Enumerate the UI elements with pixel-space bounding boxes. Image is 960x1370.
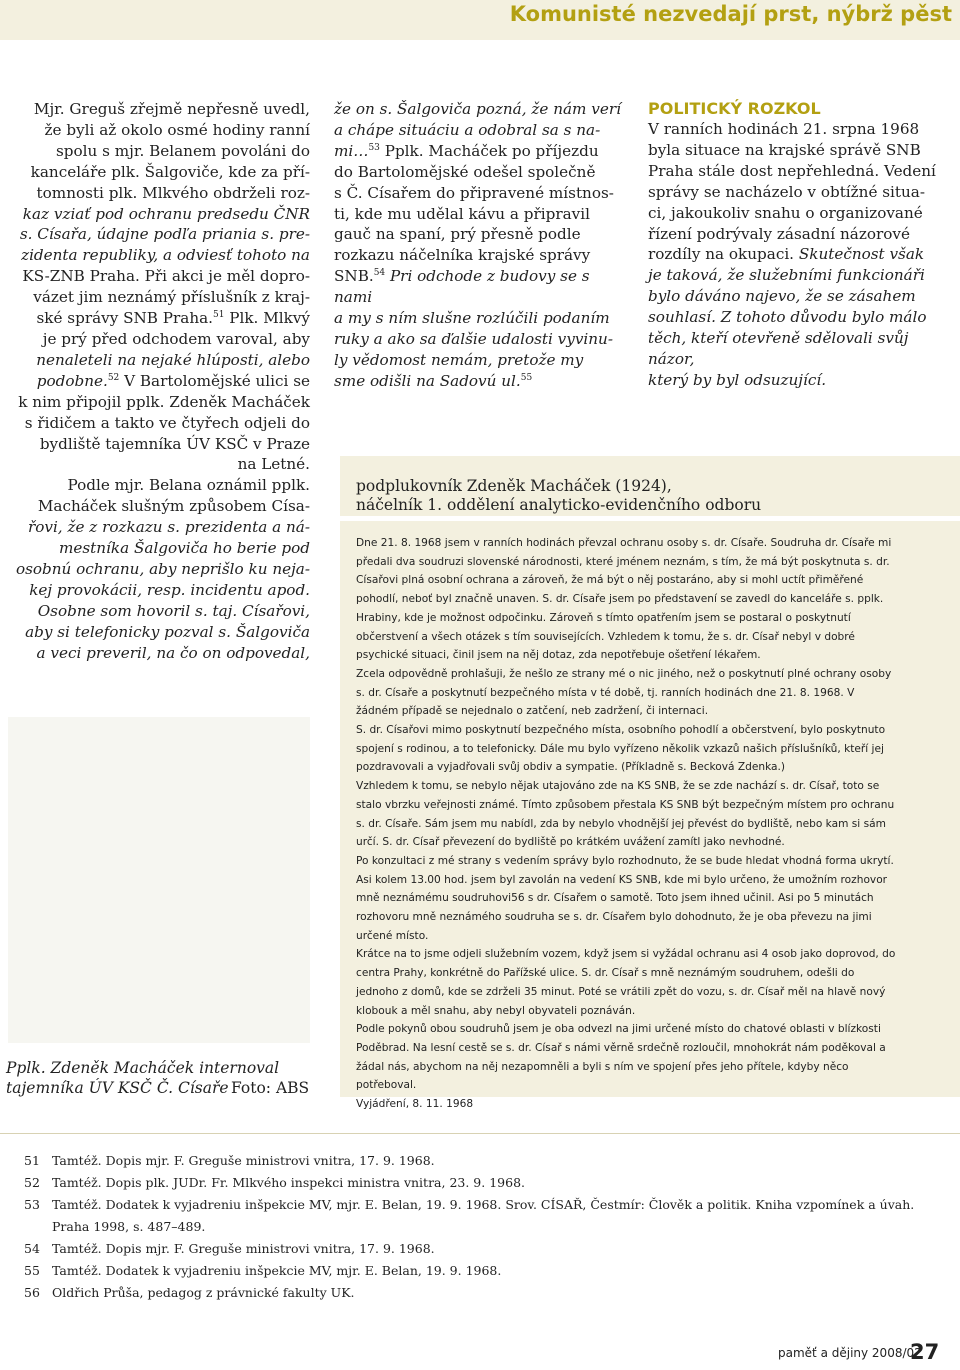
text-line: ly vědomost nemám, pretože my <box>334 350 584 369</box>
text-line: kanceláře plk. Šalgoviče, kde za pří- <box>30 162 310 181</box>
text-line: řovi, že z rozkazu s. prezidenta a ná- <box>27 518 310 537</box>
text-line: a my s ním slušne rozlúčili podaním <box>334 309 610 328</box>
footnote-divider <box>0 1133 960 1134</box>
document-paragraph: S. dr. Císařovi mimo poskytnutí bezpečného místa, osobního pohodlí a občerstvení, bylo poskytnuto spojení s rodinou, a to telefonicky. Dále mu bylo vyřízeno několik vzkazů našich příslušníků, kteří jej pozdravovali a vyjadřovali svůj obdiv a sympatie. (Příkladně s. Becková Zdenka.) <box>356 724 886 774</box>
text-line: SNB.$^{54}$ Pri odchode z budovy se s nami <box>334 267 590 307</box>
text-line: vázet jim neznámý příslušník z kraj- <box>33 288 310 307</box>
photo <box>8 717 310 1043</box>
text-line: bylo dáváno najevo, že se zásahem <box>648 287 916 306</box>
footnote-text: Oldřich Průša, pedagog z právnické fakulty UK. <box>52 1285 355 1300</box>
text-line: ské správy SNB Praha.$^{51}$ Plk. Mlkvý <box>36 309 310 328</box>
footnote-number: 51 <box>24 1153 40 1168</box>
footnote-number: 53 <box>24 1197 40 1212</box>
text-line: souhlasí. Z tohoto důvodu bylo málo <box>648 308 927 327</box>
document-paragraph: Zcela odpovědně prohlašuji, že nešlo ze strany mé o nic jiného, než o poskytnutí plné ochrany osoby s. dr. Císaře a poskytnutí bezpečného místa v té době, tj. ranních hodinách dne 21. 8. 1968. V žádném případě se nejednalo o zatčení, neb zadržení, či internaci. <box>356 667 892 718</box>
text-line: a veci preveril, na čo on odpovedal, <box>36 643 310 662</box>
document-paragraph: Krátce na to jsme odjeli služebním vozem, když jsem si vyžádal ochranu asi 4 osob jako doprovod, do centra Prahy, konkrétně do Pařížské ulice. S. dr. Císař s mně neznámým soudruhem, odešli do jednoho z domů, kde se zdrželi 35 minut. Poté se vrátili zpět do vozu, s. dr. Císař měl na hlavě nový klobouk a měl snahu, aby nebyl obyvateli poznáván. <box>356 948 896 1017</box>
page-header <box>0 0 960 40</box>
text-line: nenaleteli na nejaké hlúposti, alebo <box>36 350 310 369</box>
document-paragraph: Vyjádření, 8. 11. 1968 <box>356 1098 474 1111</box>
document-paragraph: Vzhledem k tomu, se nebylo nějak utajováno zde na KS SNB, že se zde nachází s. dr. Císař, toto se stalo vbrzku veřejnosti známé. Tímto způsobem přestala KS SNB být bezpečným místem pro ochranu s. dr. Císaře. Sám jsem mu nabídl, zda by nebylo vhodnější jej převést do bydliště, nebo kam si sám určí. S. dr. Císař převezení do bydliště po krátkém uvážení zamítl jako nevhodné. <box>356 780 895 849</box>
footnote <box>24 1260 944 1282</box>
text-line: Macháček slušným způsobem Císa- <box>37 497 310 516</box>
text-line: V ranních hodinách 21. srpna 1968 <box>648 120 920 138</box>
text-line: bydliště tajemníka ÚV KSČ v Praze <box>39 434 310 453</box>
footnote-ref: 51 <box>213 310 225 320</box>
document-paragraph: Po konzultaci z mé strany s vedením správy bylo rozhodnuto, že se bude hledat vhodná forma ukrytí. Asi kolem 13.00 hod. jsem byl zavolán na vedení KS SNB, kde mi bylo určeno, že umožním rozhovor mně neznámému soudruhovi56 s dr. Císařem o samotě. Toto jsem ihned učinil. Asi po 5 minutách rozhovoru mně neznámého soudruha se s. dr. Císařem bylo dohodnuto, že je oba převezu na jimi určené místo. <box>356 854 894 942</box>
footnote-number: 52 <box>24 1175 40 1190</box>
text-line: sme odišli na Sadovú ul.$^{55}$ <box>334 371 533 390</box>
page-number: 27 <box>910 1340 940 1364</box>
text-line: rozdíly na okupaci. Skutečnost však <box>648 245 925 264</box>
footnotes <box>24 1150 944 1304</box>
photo-caption <box>6 1058 311 1098</box>
photo-credit: Foto: ABS <box>231 1079 310 1097</box>
text-line: podobne.$^{52}$ V Bartolomějské ulici se <box>36 371 310 390</box>
footnote-number: 55 <box>24 1263 40 1278</box>
document-paragraph: Podle pokynů obou soudruhů jsem je oba odvezl na jimi určené místo do chatové oblasti v blízkosti Poděbrad. Na lesní cestě se s. dr. Císař s námi věrně srdečně rozloučil, mnohokrát nám poděkoval a žádal nás, abychom na něj nezapomněli a byli s ním ve spojení přes jeho přítele, kdyby něco potřeboval. <box>356 1023 886 1092</box>
text-line: Osobne som hovoril s. taj. Císařovi, <box>37 601 310 620</box>
text-line: správy se nacházelo v obtížné situa- <box>648 182 925 201</box>
text-line: je prý před odchodem varoval, aby <box>42 329 310 348</box>
text-line: KS-ZNB Praha. Při akci je měl dopro- <box>22 267 310 286</box>
text-line: mi…$^{53}$ Pplk. Macháček po příjezdu <box>334 141 599 160</box>
text-line: rozkazu náčelníka krajské správy <box>334 246 591 265</box>
journal-name: paměť a dějiny 2008/02 <box>778 1346 922 1360</box>
footnote-number: 54 <box>24 1241 40 1256</box>
footnote-ref: 53 <box>368 142 380 153</box>
text-column-1 <box>10 99 310 663</box>
text-line: že byli až okolo osmé hodiny ranní <box>44 120 310 139</box>
caption-line: tajemníka ÚV KSČ Č. Císaře <box>6 1079 229 1097</box>
footnote-ref: 52 <box>107 372 120 383</box>
text-line: zidenta republiky, a odviesť tohoto na <box>21 246 310 265</box>
text-column-3 <box>648 99 948 391</box>
text-line: do Bartolomějské odešel společně <box>334 162 596 181</box>
text-line: osobnú ochranu, aby neprišlo ku neja- <box>15 559 310 578</box>
footnote-ref: 54 <box>373 268 386 279</box>
footnote <box>24 1150 944 1172</box>
document-text <box>356 534 896 1114</box>
document-paragraph: Dne 21. 8. 1968 jsem v ranních hodinách převzal ochranu osoby s. dr. Císaře. Soudruha dr. Císaře mi předali dva soudruzi slovenské národnosti, které jménem neznám, s tím, že má být poskytnuta s. dr. Císařovi plná osobní ochrana a zároveň, že má být o něj postaráno, aby si mohl uctít přiměřené pohodlí, neboť byl značně unaven. S. dr. Císaře jsem po představení se zavedl do kanceláře s. pplk. Hrabiny, kde je možnost odpočinku. Zároveň s tímto opatřením jsem se postaral o poskytnutí občerstvení a všech otázek s tím souvisejících. Vzhledem k tomu, že s. dr. Císař nebyl v dobré psychické situaci, činil jsem na něj dotaz, zda nepotřebuje ošetření lékařem. <box>356 537 892 662</box>
text-line: a chápe situáciu a odobral sa s na- <box>334 120 601 139</box>
text-line: těch, kteří otevřeně sdělovali svůj názor, <box>648 329 909 368</box>
text-line: řízení podrývaly zásadní názorové <box>648 224 910 243</box>
author-name: podplukovník Zdeněk Macháček (1924), <box>356 477 672 495</box>
footnote-text: Tamtéž. Dopis mjr. F. Greguše ministrovi vnitra, 17. 9. 1968. <box>52 1153 435 1168</box>
running-title: Komunisté nezvedají prst, nýbrž pěst <box>509 2 952 26</box>
author-role: náčelník 1. oddělení analyticko-evidenčního odboru <box>356 496 762 514</box>
section-title: POLITICKÝ ROZKOL <box>648 99 821 118</box>
text-line: kaz vziať pod ochranu predsedu ČNR <box>22 204 310 223</box>
text-line: je taková, že služebními funkcionáři <box>648 266 925 285</box>
caption-line: Pplk. Zdeněk Macháček internoval <box>6 1059 280 1077</box>
text-line: že on s. Šalgoviča pozná, že nám verí <box>334 100 621 118</box>
text-line: Mjr. Greguš zřejmě nepřesně uvedl, <box>33 100 310 118</box>
text-line: s. Císařa, údajne podľa priania s. pre- <box>19 225 310 244</box>
text-line: ci, jakoukoliv snahu o organizované <box>648 203 923 222</box>
text-line: gauč na spaní, prý přesně podle <box>334 225 581 244</box>
footnote-text: Tamtéž. Dodatek k vyjadreniu inšpekcie MV, mjr. E. Belan, 19. 9. 1968. Srov. CÍSAŘ, Čestmír: Člověk a politik. Kniha vzpomínek a úvah. Praha 1998, s. 487–489. <box>52 1197 915 1234</box>
text-line: který by byl odsuzující. <box>648 370 827 389</box>
text-column-2 <box>334 99 624 392</box>
footnote <box>24 1172 944 1194</box>
text-line: s řidičem a takto ve čtyřech odjeli do <box>24 413 310 432</box>
text-line: byla situace na krajské správě SNB <box>648 140 921 159</box>
text-line: aby si telefonicky pozval s. Šalgoviča <box>25 622 310 641</box>
text-line: na Letné. <box>237 455 310 474</box>
footnote-ref: 55 <box>520 372 533 383</box>
text-line: k nim připojil pplk. Zdeněk Macháček <box>18 392 310 411</box>
text-line: Podle mjr. Belana oznámil pplk. <box>67 476 310 495</box>
document-author <box>356 477 761 515</box>
text-line: mestníka Šalgoviča ho berie pod <box>58 539 310 558</box>
footnote-number: 56 <box>24 1285 40 1300</box>
text-line: ruky a ako sa ďalšie udalosti vyvinu- <box>334 329 613 348</box>
footnote <box>24 1282 944 1304</box>
footnote-text: Tamtéž. Dodatek k vyjadreniu inšpekcie MV, mjr. E. Belan, 19. 9. 1968. <box>52 1263 502 1278</box>
footnote <box>24 1238 944 1260</box>
footnote <box>24 1194 944 1238</box>
footnote-text: Tamtéž. Dopis mjr. F. Greguše ministrovi vnitra, 17. 9. 1968. <box>52 1241 435 1256</box>
text-line: tomnosti plk. Mlkvého obdrželi roz- <box>36 183 310 202</box>
text-line: spolu s mjr. Belanem povoláni do <box>56 141 310 160</box>
text-line: Praha stále dost nepřehledná. Vedení <box>648 161 936 180</box>
text-line: ti, kde mu udělal kávu a připravil <box>334 204 590 223</box>
text-line: s Č. Císařem do připravené místnos- <box>334 183 614 202</box>
footnote-text: Tamtéž. Dopis plk. JUDr. Fr. Mlkvého inspekci ministra vnitra, 23. 9. 1968. <box>52 1175 525 1190</box>
text-line: kej provokácii, resp. incidentu apod. <box>29 580 310 599</box>
